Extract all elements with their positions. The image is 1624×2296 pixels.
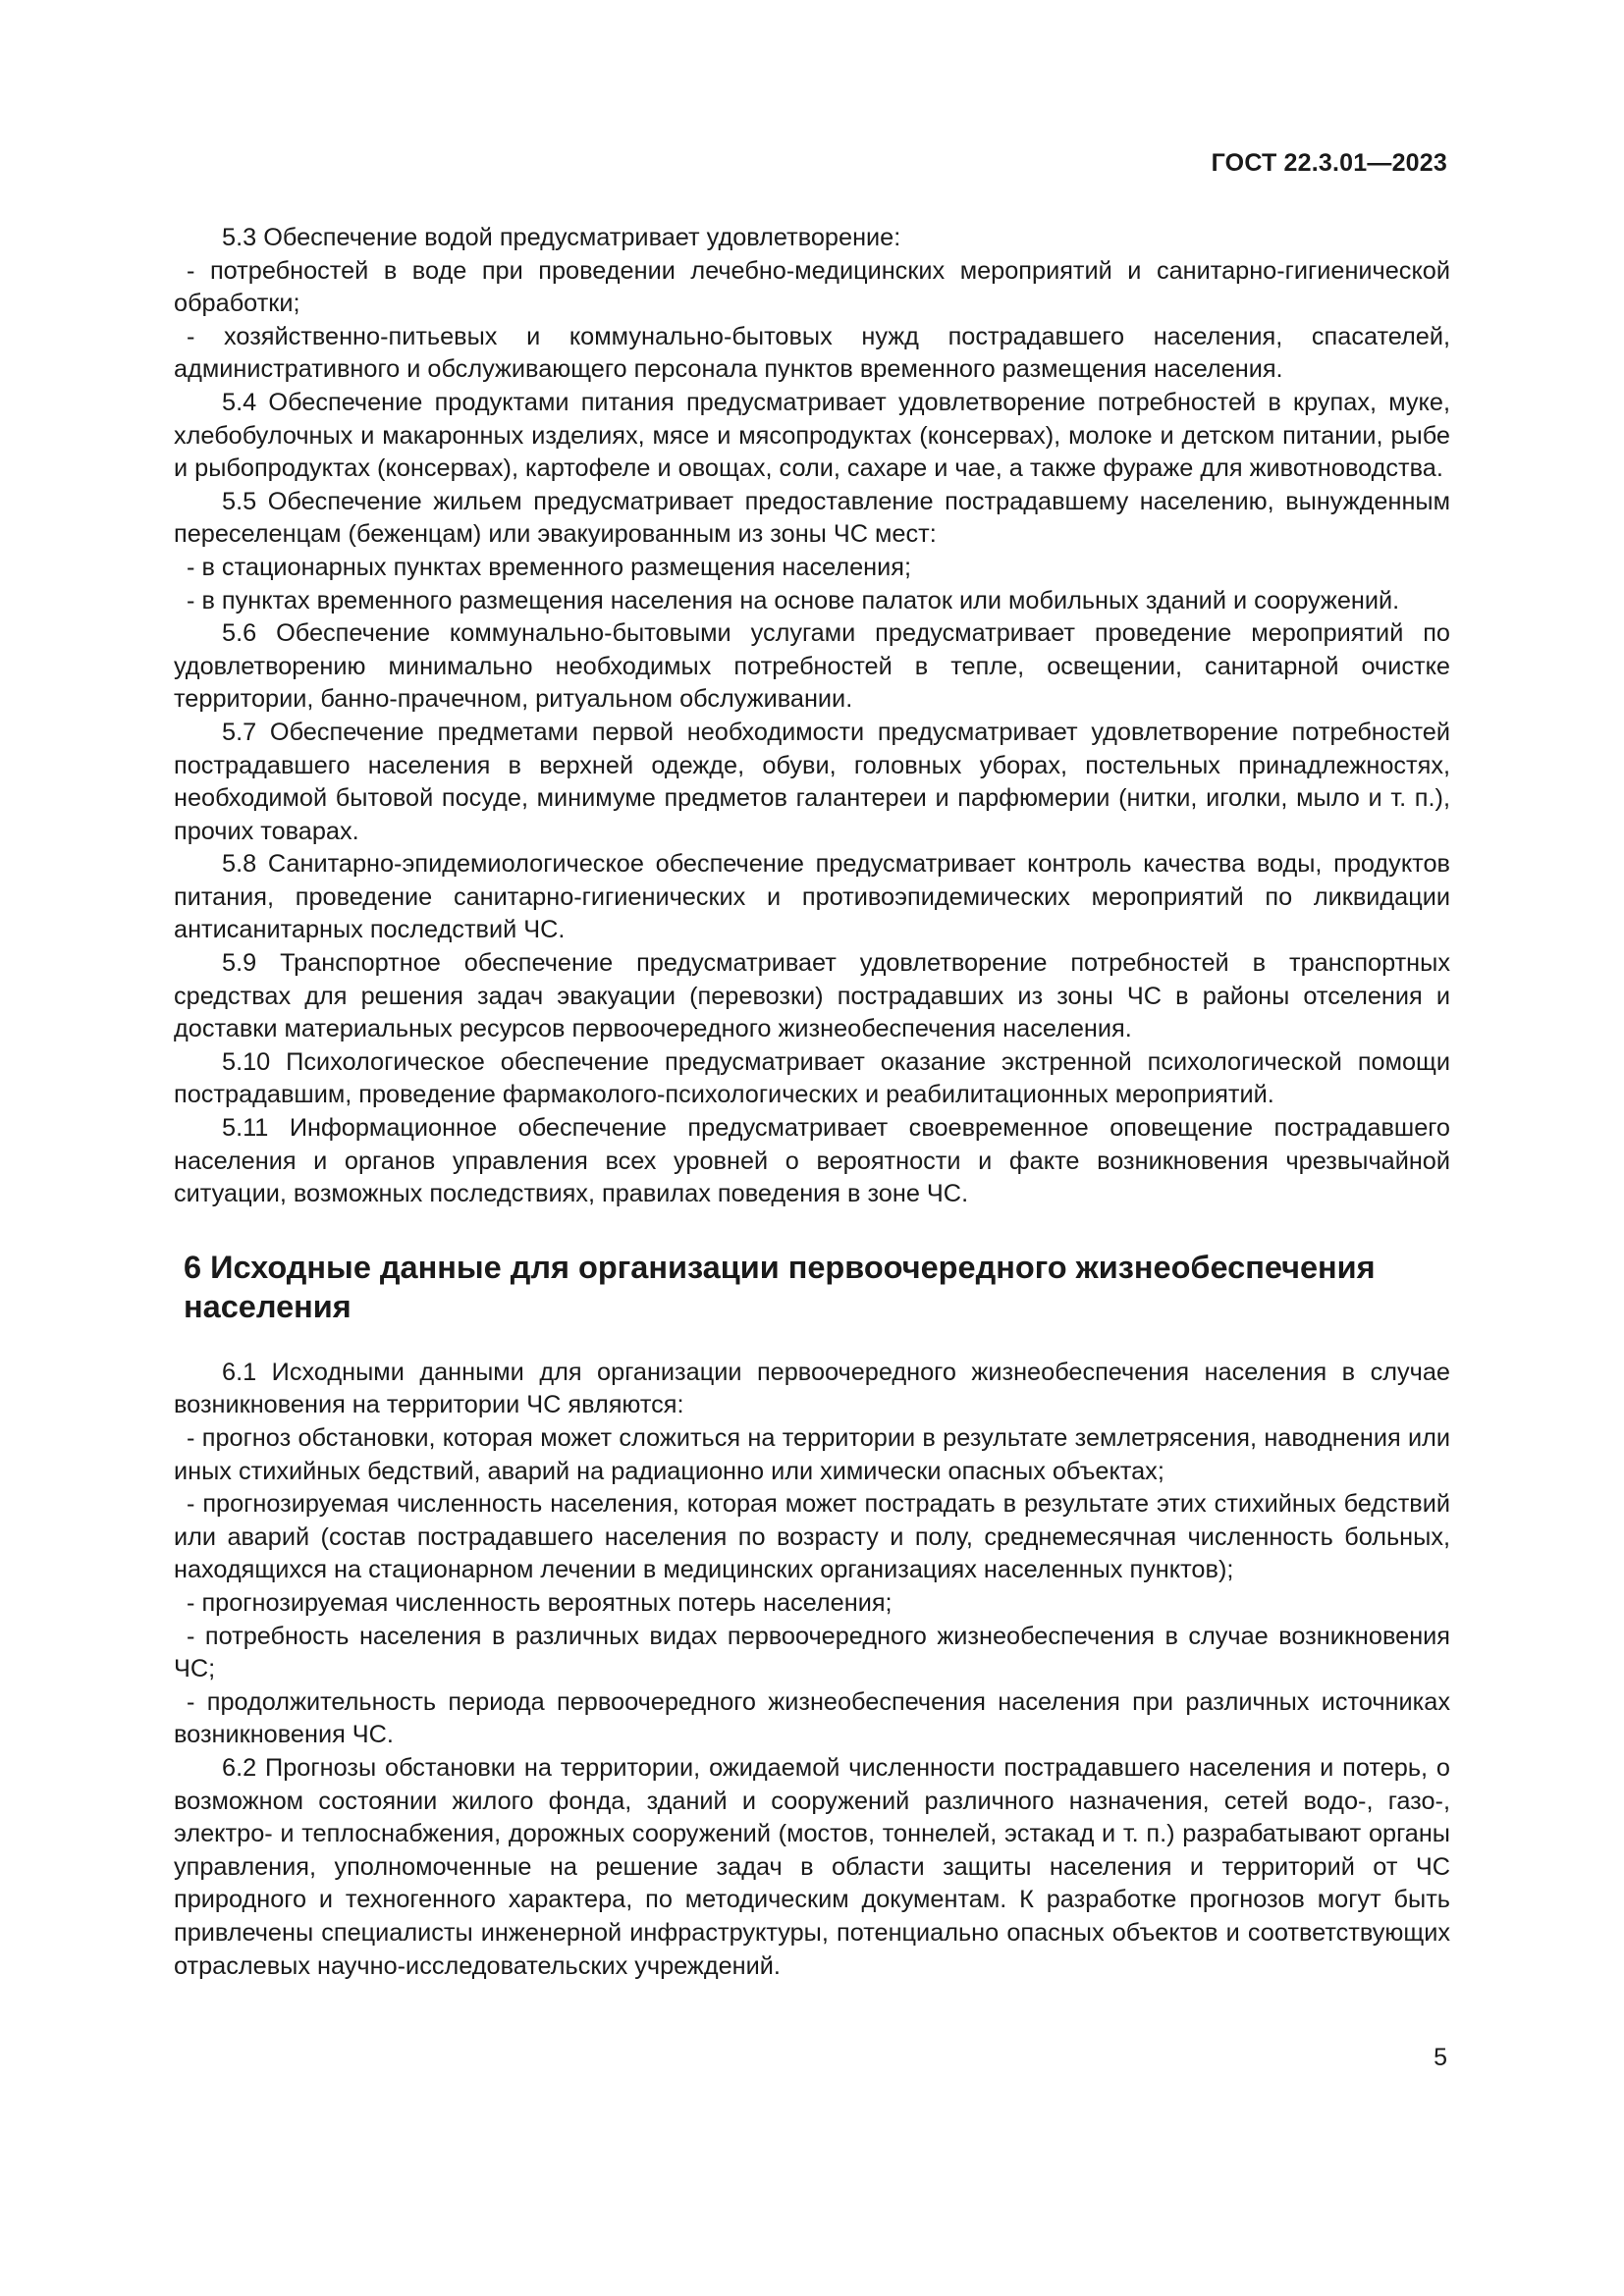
document-body	[174, 222, 1450, 1983]
paragraph: 5.10 Психологическое обеспечение предусматривает оказание экстренной психологической помощи пострадавшим, проведение фармаколого-психологических и реабилитационных мероприятий.	[174, 1047, 1450, 1109]
paragraph: 5.3 Обеспечение водой предусматривает удовлетворение:	[222, 224, 901, 251]
list-item: - продолжительность периода первоочередного жизнеобеспечения населения при различных источниках возникновения ЧС.	[174, 1687, 1450, 1749]
paragraph: 5.9 Транспортное обеспечение предусматривает удовлетворение потребностей в транспортных средствах для решения задач эвакуации (перевозки) пострадавших из зоны ЧС в районы отселения и доставки материальных ресурсов первоочередного жизнеобеспечения населения.	[174, 949, 1450, 1043]
paragraph: 5.5 Обеспечение жильем предусматривает предоставление пострадавшему населению, вынужденным переселенцам (беженцам) или эвакуированным из зоны ЧС мест:	[174, 487, 1450, 549]
list-item: - прогноз обстановки, которая может сложиться на территории в результате землетрясения, наводнения или иных стихийных бедствий, аварий на радиационно или химически опасных объектах;	[174, 1424, 1450, 1485]
paragraph: 5.7 Обеспечение предметами первой необходимости предусматривает удовлетворение потребностей пострадавшего населения в верхней одежде, обуви, головных уборах, постельных принадлежностях, необходимой бытовой посуде, минимуме предметов галантереи и парфюмерии (нитки, иголки, мыло и т. п.), прочих товарах.	[174, 718, 1450, 845]
section-6-title: 6 Исходные данные для организации первоочередного жизнеобеспечения населения	[184, 1249, 1376, 1324]
paragraph: 6.1 Исходными данными для организации первоочередного жизнеобеспечения населения в случае возникновения на территории ЧС являются:	[174, 1358, 1450, 1419]
list-item: - хозяйственно-питьевых и коммунально-бытовых нужд пострадавшего населения, спасателей, административного и обслуживающего персонала пунктов временного размещения населения.	[174, 322, 1450, 384]
page-number: 5	[1434, 2044, 1447, 2071]
list-item: - в стационарных пунктах временного размещения населения;	[187, 553, 912, 581]
paragraph: 5.11 Информационное обеспечение предусматривает своевременное оповещение пострадавшего населения и органов управления всех уровней о вероятности и факте возникновения чрезвычайной ситуации, возможных последствиях, правилах поведения в зоне ЧС.	[174, 1114, 1450, 1208]
paragraph: 5.8 Санитарно-эпидемиологическое обеспечение предусматривает контроль качества воды, продуктов питания, проведение санитарно-гигиенических и противоэпидемических мероприятий по ликвидации антисанитарных последствий ЧС.	[174, 850, 1450, 944]
list-item: - потребность населения в различных видах первоочередного жизнеобеспечения в случае возникновения ЧС;	[174, 1622, 1450, 1683]
list-item: - потребностей в воде при проведении лечебно-медицинских мероприятий и санитарно-гигиенической обработки;	[174, 256, 1450, 318]
section-6-body	[174, 1357, 1450, 1983]
section-5-body	[174, 222, 1450, 1211]
list-item: - в пунктах временного размещения населения на основе палаток или мобильных зданий и сооружений.	[187, 586, 1400, 614]
list-item: - прогнозируемая численность населения, которая может пострадать в результате этих стихийных бедствий или аварий (состав пострадавшего населения по возрасту и полу, среднемесячная численность больных, находящихся на стационарном лечении в медицинских организациях населенных пунктов);	[174, 1490, 1450, 1584]
paragraph: 5.6 Обеспечение коммунально-бытовыми услугами предусматривает проведение мероприятий по удовлетворению минимально необходимых потребностей в тепле, освещении, санитарной очистке территории, банно-прачечном, ритуальном обслуживании.	[174, 619, 1450, 714]
paragraph: 6.2 Прогнозы обстановки на территории, ожидаемой численности пострадавшего населения и потерь, о возможном состоянии жилого фонда, зданий и сооружений различного назначения, сетей водо-, газо-, электро- и теплоснабжения, дорожных сооружений (мостов, тоннелей, эстакад и т. п.) разрабатывают органы управления, уполномоченные на решение задач в области защиты населения и территорий от ЧС природного и техногенного характера, по методическим документам. К разработке прогнозов могут быть привлечены специалисты инженерной инфраструктуры, потенциально опасных объектов и соответствующих отраслевых научно-исследовательских учреждений.	[174, 1753, 1450, 1980]
paragraph: 5.4 Обеспечение продуктами питания предусматривает удовлетворение потребностей в крупах, муке, хлебобулочных и макаронных изделиях, мясе и мясопродуктах (консервах), молоке и детском питании, рыбе и рыбопродуктах (консервах), картофеле и овощах, соли, сахаре и чае, а также фураже для животноводства.	[174, 388, 1450, 483]
document-code: ГОСТ 22.3.01—2023	[1211, 149, 1447, 177]
list-item: - прогнозируемая численность вероятных потерь населения;	[187, 1588, 893, 1617]
